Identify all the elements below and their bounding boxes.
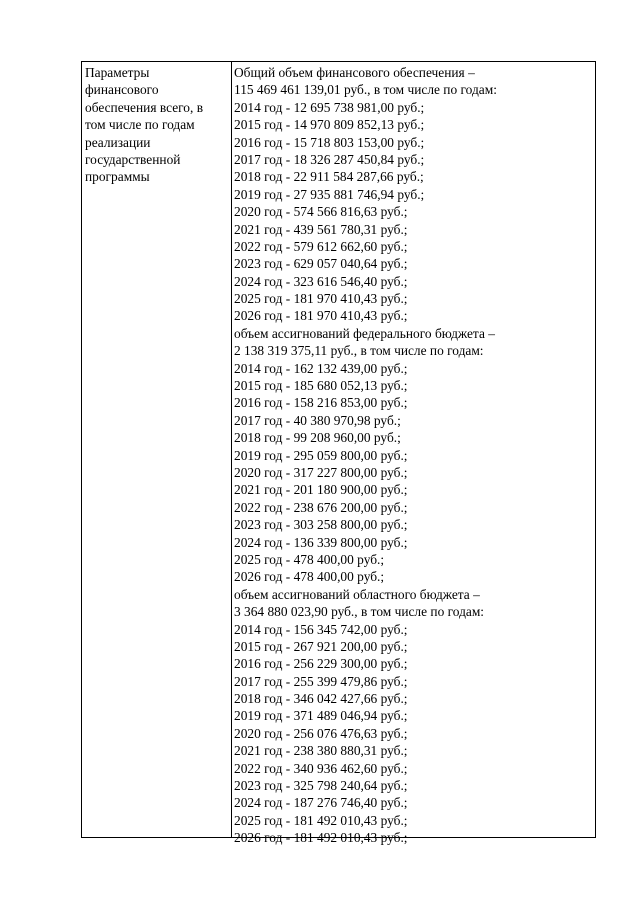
year-amount-line: 2026 год - 478 400,00 руб.; (234, 569, 385, 585)
year-amount-line: 2018 год - 99 208 960,00 руб.; (234, 430, 401, 446)
parameter-name-line: реализации (85, 134, 151, 150)
parameter-name-line: том числе по годам (85, 117, 195, 133)
year-amount-line: 2022 год - 340 936 462,60 руб.; (234, 760, 408, 776)
year-amount-line: 2023 год - 629 057 040,64 руб.; (234, 256, 408, 272)
section-total: 2 138 319 375,11 руб., в том числе по годам: (234, 343, 484, 359)
year-amount-line: 2014 год - 156 345 742,00 руб.; (234, 621, 408, 637)
year-amount-line: 2018 год - 22 911 584 287,66 руб.; (234, 169, 424, 185)
section-title: объем ассигнований федерального бюджета – (234, 325, 495, 341)
budget-section (234, 64, 595, 325)
budget-section (234, 325, 595, 586)
year-amount-line: 2017 год - 18 326 287 450,84 руб.; (234, 151, 425, 167)
year-amount-line: 2025 год - 478 400,00 руб.; (234, 551, 385, 567)
parameter-name-line: Параметры (85, 65, 150, 80)
section-total: 115 469 461 139,01 руб., в том числе по годам: (234, 82, 497, 98)
year-amount-line: 2023 год - 303 258 800,00 руб.; (234, 517, 408, 533)
year-amount-line: 2015 год - 14 970 809 852,13 руб.; (234, 117, 425, 133)
year-amount-line: 2021 год - 201 180 900,00 руб.; (234, 482, 408, 498)
year-amount-line: 2024 год - 187 276 746,40 руб.; (234, 795, 408, 811)
year-amount-line: 2016 год - 15 718 803 153,00 руб.; (234, 134, 425, 150)
year-amount-line: 2026 год - 181 970 410,43 руб.; (234, 308, 408, 324)
parameter-name-line: программы (85, 169, 150, 185)
year-amount-line: 2021 год - 238 380 880,31 руб.; (234, 743, 408, 759)
year-amount-line: 2023 год - 325 798 240,64 руб.; (234, 778, 408, 794)
year-amount-line: 2014 год - 162 132 439,00 руб.; (234, 360, 408, 376)
year-amount-line: 2019 год - 295 059 800,00 руб.; (234, 447, 408, 463)
year-amount-line: 2018 год - 346 042 427,66 руб.; (234, 691, 408, 707)
year-amount-line: 2025 год - 181 492 010,43 руб.; (234, 812, 408, 828)
year-amount-line: 2022 год - 579 612 662,60 руб.; (234, 238, 408, 254)
year-amount-line: 2016 год - 158 216 853,00 руб.; (234, 395, 408, 411)
year-amount-line: 2024 год - 136 339 800,00 руб.; (234, 534, 408, 550)
budget-section (234, 586, 595, 847)
year-amount-line: 2020 год - 574 566 816,63 руб.; (234, 204, 408, 220)
year-amount-line: 2024 год - 323 616 546,40 руб.; (234, 273, 408, 289)
year-amount-line: 2017 год - 40 380 970,98 руб.; (234, 412, 401, 428)
parameter-name-cell (82, 62, 232, 837)
parameter-value-cell (232, 62, 595, 846)
year-amount-line: 2021 год - 439 561 780,31 руб.; (234, 221, 408, 237)
year-amount-line: 2019 год - 371 489 046,94 руб.; (234, 708, 408, 724)
parameter-name-line: финансового (85, 82, 159, 98)
year-amount-line: 2014 год - 12 695 738 981,00 руб.; (234, 99, 425, 115)
parameter-name-line: государственной (85, 152, 181, 168)
year-amount-line: 2017 год - 255 399 479,86 руб.; (234, 673, 408, 689)
parameter-name-line: обеспечения всего, в (85, 99, 204, 115)
financing-table (81, 61, 596, 846)
section-total: 3 364 880 023,90 руб., в том числе по годам: (234, 604, 485, 620)
year-amount-line: 2020 год - 317 227 800,00 руб.; (234, 464, 408, 480)
year-amount-line: 2015 год - 267 921 200,00 руб.; (234, 638, 408, 654)
year-amount-line: 2026 год - 181 492 010,43 руб.; (234, 830, 408, 846)
year-amount-line: 2015 год - 185 680 052,13 руб.; (234, 378, 408, 394)
year-amount-line: 2016 год - 256 229 300,00 руб.; (234, 656, 408, 672)
year-amount-line: 2019 год - 27 935 881 746,94 руб.; (234, 186, 425, 202)
section-title: Общий объем финансового обеспечения – (234, 65, 475, 80)
section-title: объем ассигнований областного бюджета – (234, 586, 480, 602)
year-amount-line: 2020 год - 256 076 476,63 руб.; (234, 725, 408, 741)
year-amount-line: 2025 год - 181 970 410,43 руб.; (234, 291, 408, 307)
year-amount-line: 2022 год - 238 676 200,00 руб.; (234, 499, 408, 515)
